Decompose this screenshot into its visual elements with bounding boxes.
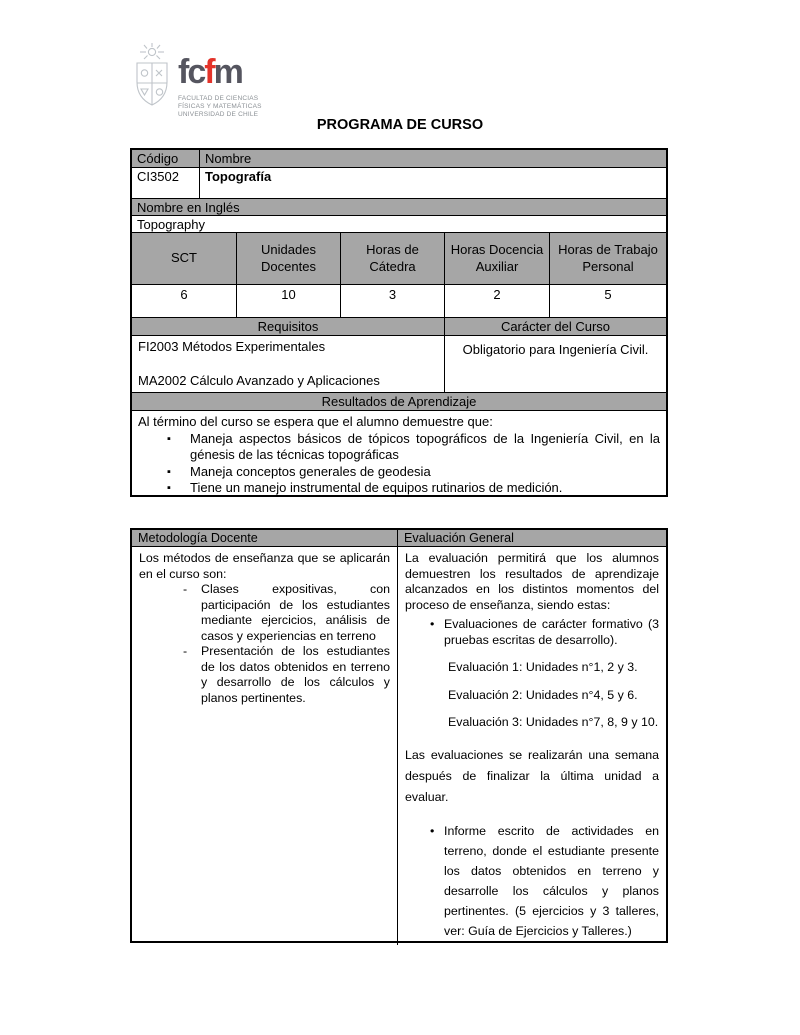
requisito-ma2002: MA2002 Cálculo Avanzado y Aplicaciones (138, 373, 380, 388)
horas-catedra-header-cell: Horas de Cátedra (341, 233, 445, 284)
requisitos-header-cell: Requisitos (132, 318, 445, 335)
codigo-header-cell: Código (132, 150, 200, 167)
wordmark-letter-f1: f (178, 53, 188, 91)
caption-line-3: UNIVERSIDAD DE CHILE (178, 111, 259, 119)
metodologia-content-cell (132, 547, 398, 945)
requisitos-value-cell (132, 336, 445, 392)
methodology-evaluation-header-row (132, 530, 666, 547)
metodologia-header-cell: Metodología Docente (132, 530, 398, 546)
horas-trabajo-personal-value-cell: 5 (604, 287, 612, 302)
english-name-value-row (132, 216, 666, 233)
evaluacion-note: Las evaluaciones se realizarán una semana después de finalizar la última unidad a evaluar. (405, 747, 659, 804)
resultado-bullet-1: ▪ Maneja aspectos básicos de tópicos topográficos de la Ingeniería Civil, en la génesis de las técnicas topográficas (138, 431, 660, 464)
requisito-fi2003: FI2003 Métodos Experimentales (138, 339, 326, 354)
methodology-evaluation-body-row (132, 547, 666, 945)
university-crest-icon (131, 42, 173, 108)
english-name-header-row (132, 199, 666, 216)
caracter-value-cell: Obligatorio para Ingeniería Civil. (462, 342, 649, 357)
page-title: PROGRAMA DE CURSO (316, 117, 484, 133)
evaluacion-intro: La evaluación permitirá que los alumnos demuestren los resultados de aprendizaje alcanzados en los distintos momentos del proceso de enseñanza, siendo estas: (405, 551, 659, 612)
learning-outcomes-value-row (132, 411, 666, 495)
evaluacion-2-line: Evaluación 2: Unidades n°4, 5 y 6. (448, 687, 638, 702)
credits-value-row (132, 285, 666, 318)
wordmark-letter-c: c (187, 53, 205, 91)
faculty-caption (178, 95, 262, 119)
wordmark-letter-m: m (213, 53, 242, 91)
unidades-docentes-value-cell: 10 (237, 285, 341, 317)
requisites-value-row (132, 336, 666, 393)
evaluacion-1-line: Evaluación 1: Unidades n°1, 2 y 3. (448, 660, 638, 674)
horas-catedra-value-cell: 3 (341, 285, 445, 317)
code-name-value-row (132, 168, 666, 199)
codigo-value-cell: CI3502 (132, 168, 200, 198)
horas-docencia-auxiliar-header-cell: Horas Docencia Auxiliar (445, 233, 550, 284)
sct-value-cell: 6 (132, 285, 237, 317)
resultados-value-cell (132, 411, 666, 495)
learning-outcomes-header-row (132, 393, 666, 411)
methodology-evaluation-table (130, 528, 668, 943)
unidades-docentes-header-cell: Unidades Docentes (237, 233, 341, 284)
evaluacion-3-line: Evaluación 3: Unidades n°7, 8, 9 y 10. (448, 715, 659, 729)
evaluacion-bullet-informe: • Informe escrito de actividades en terreno, donde el estudiante presente los datos obtenidos en terreno y desarrolle los cálculos y planos pertinentes. (5 ejercicios y 3 talleres, ver: Guía de Ejercicios y Talleres.) (405, 821, 659, 941)
resultados-header-cell: Resultados de Aprendizaje (132, 393, 666, 410)
horas-trabajo-personal-header-cell: Horas de Trabajo Personal (550, 233, 666, 284)
fcfm-logo (131, 42, 262, 119)
course-info-table (130, 148, 668, 497)
evaluacion-bullet-formativo: • Evaluaciones de carácter formativo (3 pruebas escritas de desarrollo). (405, 617, 659, 648)
resultado-bullet-2: ▪ Maneja conceptos generales de geodesia (138, 464, 660, 481)
caption-line-2: FÍSICAS Y MATEMÁTICAS (178, 103, 262, 111)
metodologia-bullet-2: - Presentación de los estudiantes de los datos obtenidos en terreno y desarrollo de los cálculos y planos pertinentes. (139, 644, 390, 706)
evaluacion-header-cell: Evaluación General (398, 530, 666, 546)
code-name-header-row (132, 150, 666, 168)
caracter-header-cell: Carácter del Curso (445, 318, 666, 335)
fcfm-logo-text (178, 42, 262, 119)
metodologia-bullet-1: - Clases expositivas, con participación de los estudiantes mediante ejercicios, análisis de casos y experiencias en terreno (139, 582, 390, 644)
nombre-header-cell: Nombre (200, 150, 666, 167)
caption-line-1: FACULTAD DE CIENCIAS (178, 95, 259, 102)
metodologia-intro: Los métodos de enseñanza que se aplicarán en el curso son: (139, 551, 390, 581)
resultado-bullet-3: ▪ Tiene un manejo instrumental de equipos rutinarios de medición. (138, 480, 660, 495)
horas-docencia-auxiliar-value-cell: 2 (445, 285, 550, 317)
fcfm-wordmark (178, 55, 262, 89)
sct-header-cell: SCT (132, 233, 237, 284)
nombre-value-cell: Topografía (205, 169, 272, 184)
evaluacion-content-cell (398, 547, 666, 945)
wordmark-letter-f2: f (204, 53, 214, 91)
requisites-header-row (132, 318, 666, 336)
english-name-header-cell: Nombre en Inglés (132, 199, 666, 215)
credits-header-row (132, 233, 666, 285)
english-name-value-cell: Topography (137, 217, 205, 232)
resultados-intro: Al término del curso se espera que el alumno demuestre que: (138, 414, 493, 429)
